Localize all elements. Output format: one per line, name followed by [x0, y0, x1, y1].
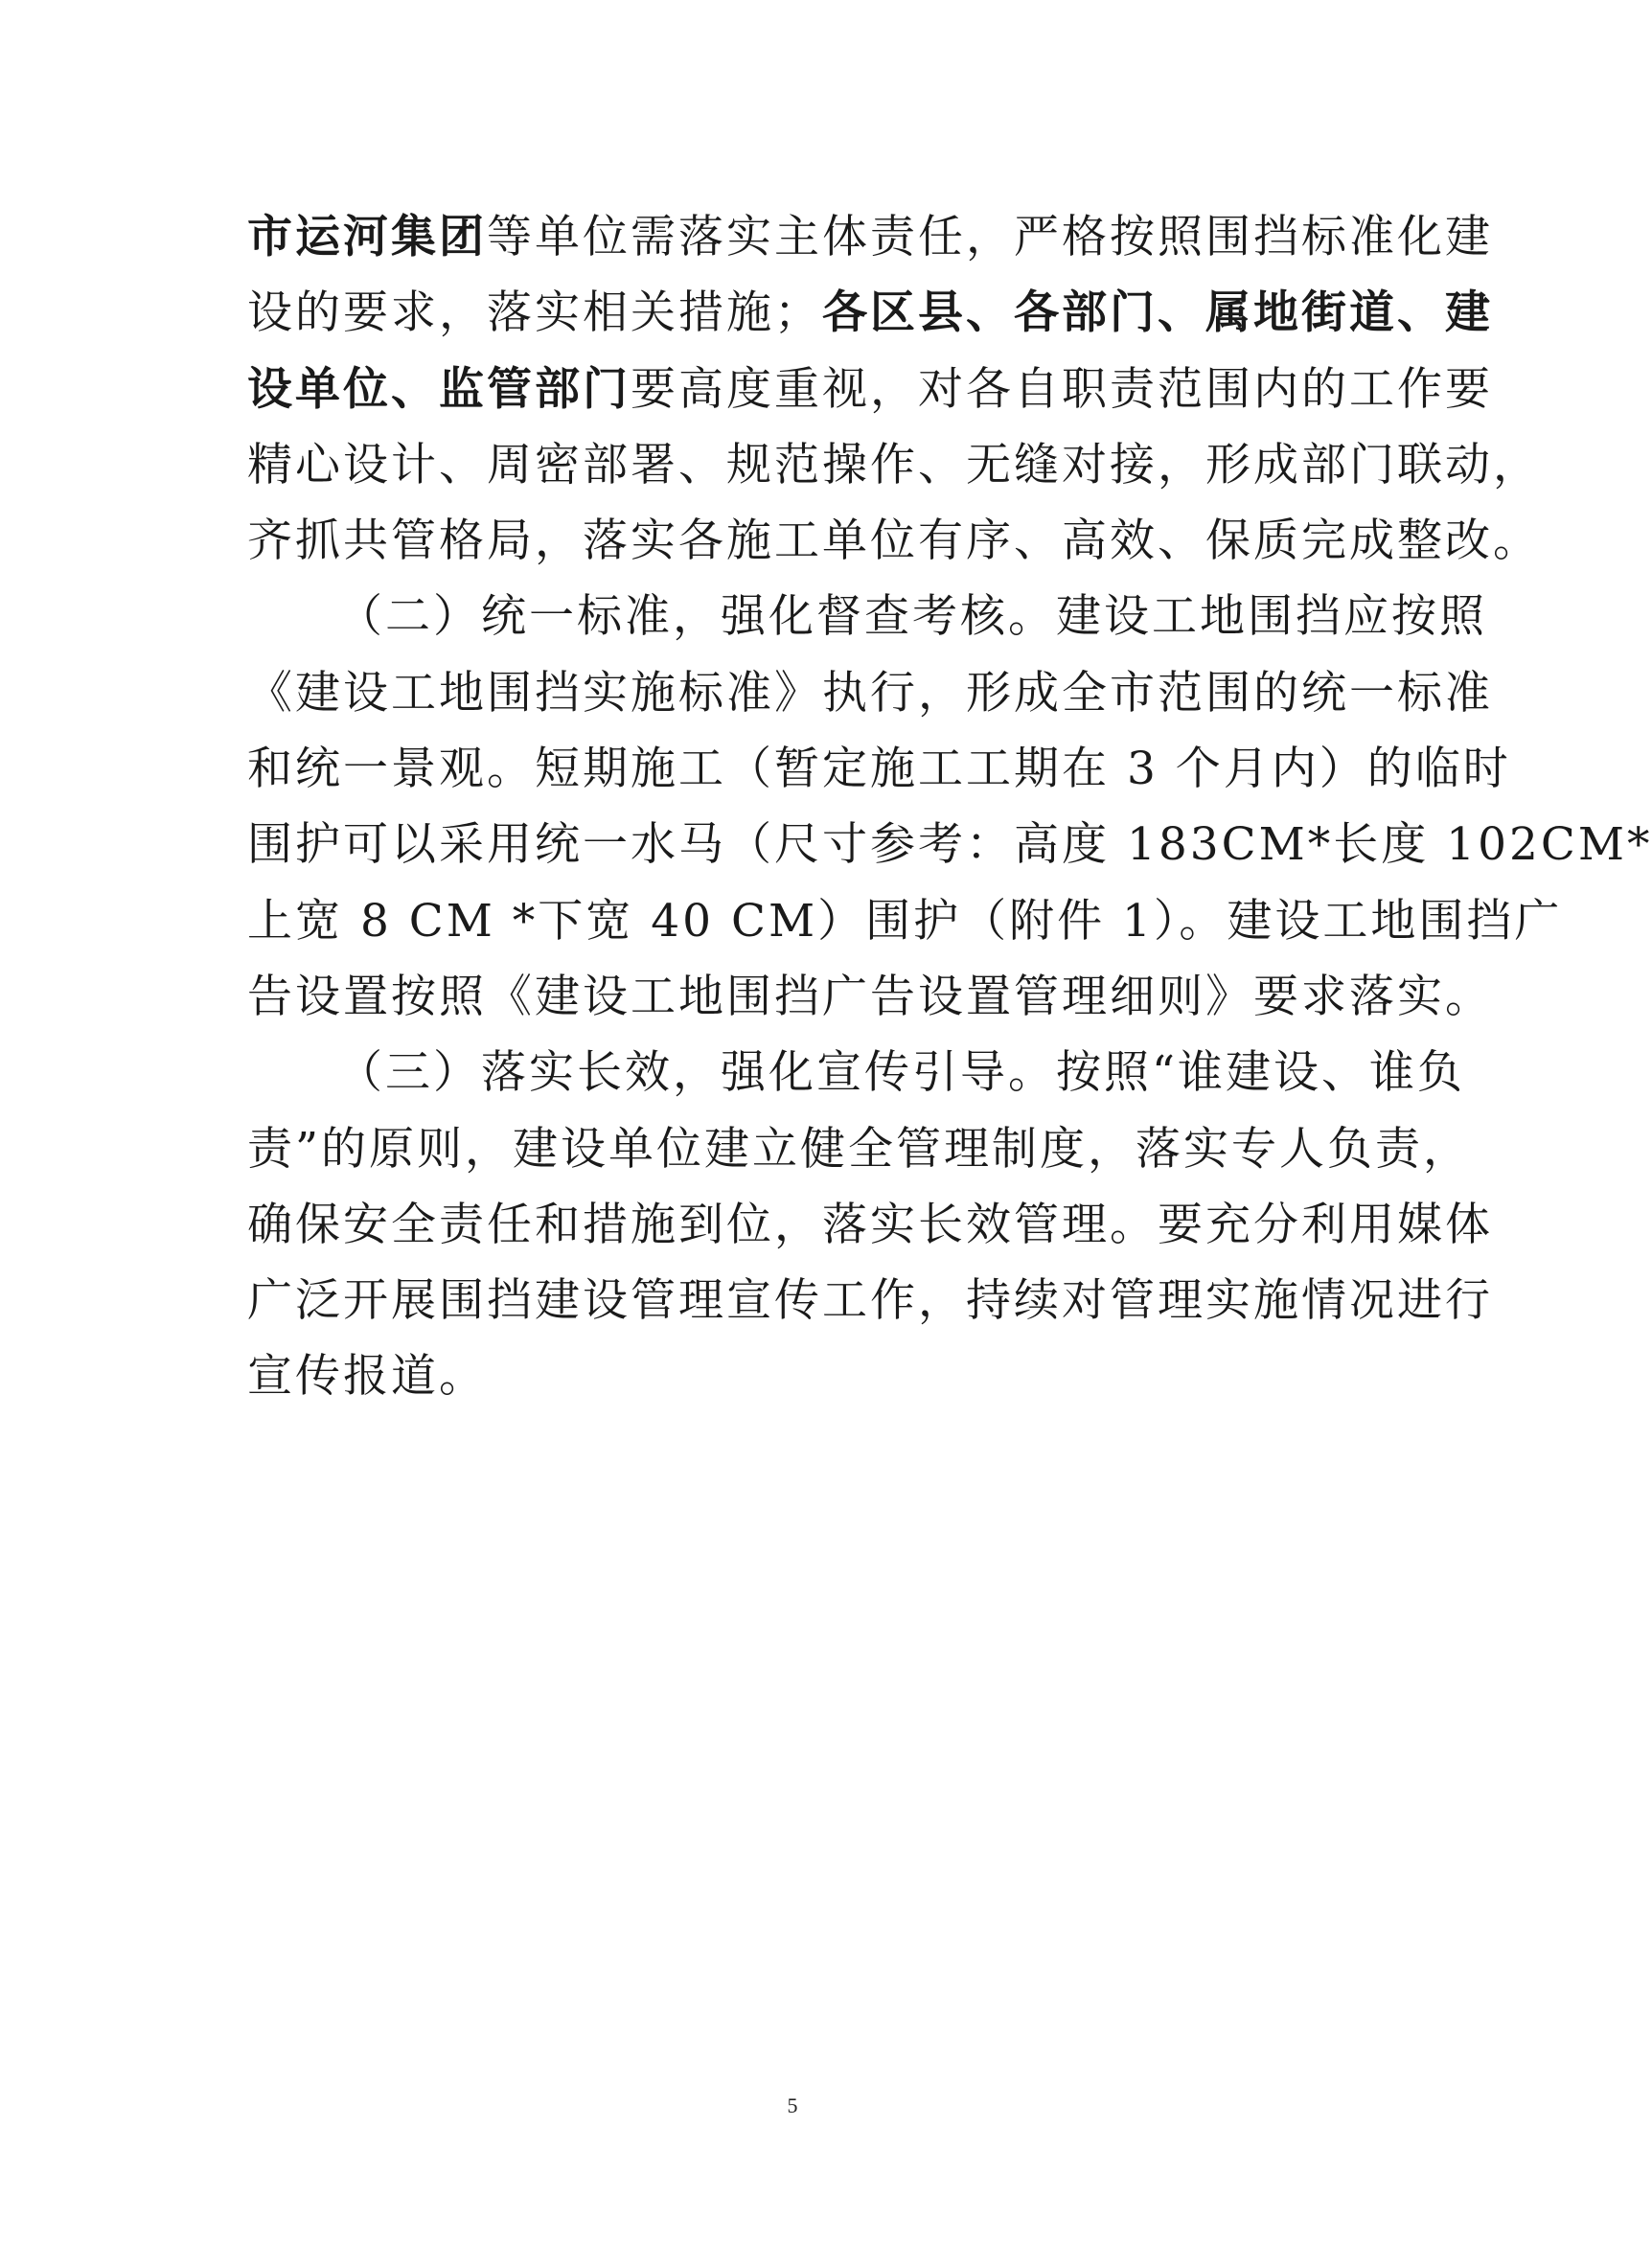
- document-body: [247, 199, 1652, 1415]
- text-line: [247, 1187, 1493, 1263]
- text-line: [247, 1111, 1472, 1187]
- text-line: [247, 503, 1541, 579]
- text-run: 确保安全责任和措施到位，落实长效管理。要充分利用媒体: [247, 1198, 1493, 1251]
- text-run: 广泛开展围挡建设管理宣传工作，持续对管理实施情况进行: [247, 1274, 1493, 1328]
- text-line: [247, 427, 1541, 503]
- paragraph-p2: [247, 579, 1652, 1035]
- text-run: 按照“谁建设、谁负: [1056, 1046, 1466, 1100]
- page-number: 5: [787, 2093, 798, 2117]
- text-line: [247, 1338, 1354, 1414]
- text-run: 要高度重视，对各自职责范围内的工作要: [631, 362, 1493, 416]
- text-run: 建设工地围挡应按照: [1056, 590, 1487, 644]
- bold-text: 设单位、监管部门: [247, 362, 631, 416]
- bold-text: 各区县、各部门、属地街道、建: [822, 286, 1493, 340]
- text-line: [247, 959, 1493, 1035]
- text-line: [247, 1263, 1493, 1338]
- text-run: 上宽 8 CM *下宽 40 CM）围护（附件 1）。建设工地围挡广: [247, 894, 1563, 948]
- text-run: 等单位需落实主体责任，严格按照围挡标准化建: [487, 211, 1493, 263]
- bold-text: 市运河集团: [247, 211, 487, 263]
- text-run: 责”的原则，建设单位建立健全管理制度，落实专人负责，: [247, 1122, 1472, 1176]
- text-line: [247, 352, 1493, 427]
- text-run: 围护可以采用统一水马（尺寸参考：高度 183CM*长度 102CM*: [247, 818, 1652, 872]
- text-line: [247, 199, 1493, 275]
- text-run: 设的要求，落实相关措施；: [247, 286, 822, 340]
- text-line: [247, 807, 1652, 882]
- text-run: 《建设工地围挡实施标准》执行，形成全市范围的统一标准: [247, 666, 1493, 720]
- text-line: [247, 275, 1493, 351]
- text-line: [247, 655, 1493, 731]
- text-run: 和统一景观。短期施工（暂定施工工期在 3 个月内）的临时: [247, 743, 1511, 796]
- text-run: 告设置按照《建设工地围挡广告设置管理细则》要求落实。: [247, 970, 1493, 1023]
- text-line: [247, 731, 1511, 807]
- paragraph-p3: [247, 1035, 1493, 1414]
- text-run: （三）落实长效，强化宣传引导。: [337, 1046, 1056, 1100]
- text-line: [247, 883, 1563, 959]
- paragraph-p1: [247, 199, 1541, 579]
- text-line: [247, 1035, 1466, 1110]
- text-run: 齐抓共管格局，落实各施工单位有序、高效、保质完成整改。: [247, 515, 1541, 568]
- text-line: [247, 579, 1487, 654]
- text-run: 精心设计、周密部署、规范操作、无缝对接，形成部门联动，: [247, 438, 1541, 492]
- text-run: （二）统一标准，强化督查考核。: [337, 590, 1056, 644]
- text-run: 宣传报道。: [247, 1350, 487, 1404]
